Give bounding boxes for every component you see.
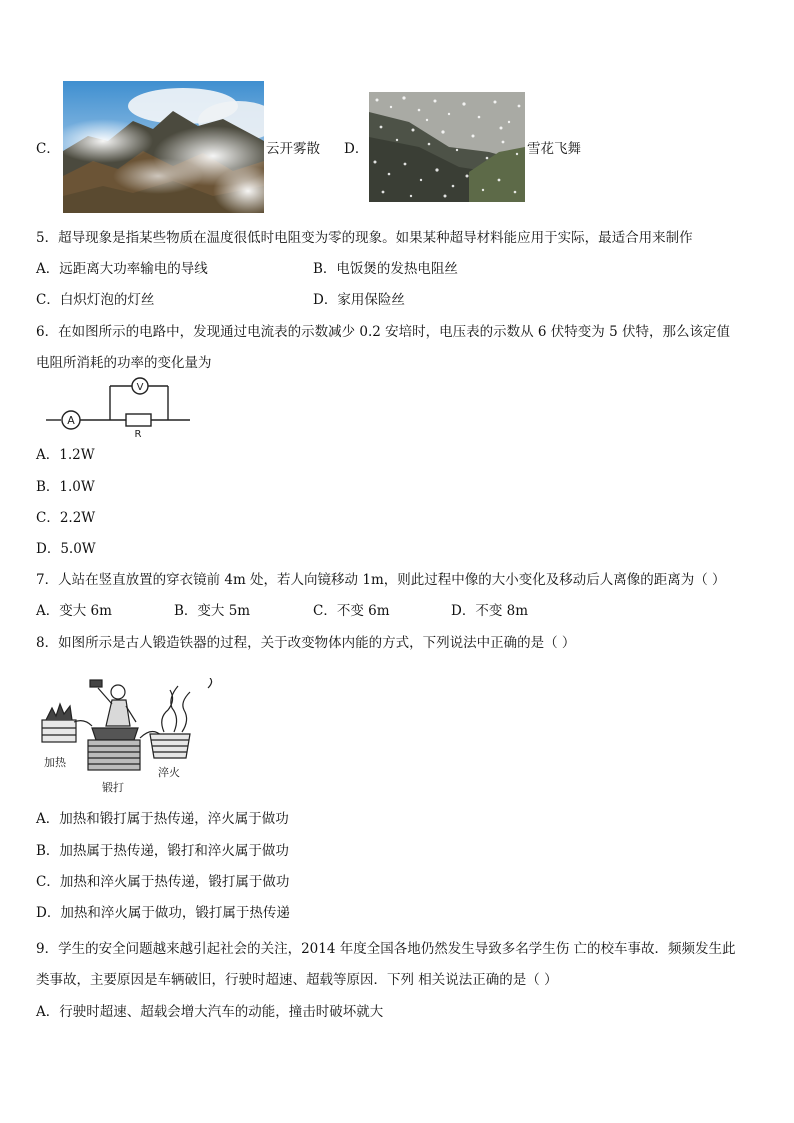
quench-label: 淬火 xyxy=(158,766,180,779)
q9-stem-line1: 9．学生的安全问题越来越引起社会的关注，2014 年度全国各地仍然发生导致多名学生伤 亡的校车事故．频频发生此 xyxy=(36,941,736,957)
voltmeter-label: V xyxy=(136,382,144,393)
q5-option-a: A．远距离大功率输电的导线 xyxy=(36,261,208,277)
q8-option-c: C．加热和淬火属于热传递，锻打属于做功 xyxy=(36,874,290,890)
option-c-label: C． xyxy=(36,141,60,157)
heat-label: 加热 xyxy=(44,756,66,769)
q9-stem-line2: 类事故，主要原因是车辆破旧，行驶时超速、超载等原因．下列 相关说法正确的是（ ） xyxy=(36,972,558,988)
option-d-label: D． xyxy=(344,141,369,157)
q7-option-a: A．变大 6m xyxy=(36,603,112,619)
q6-option-a: A．1.2W xyxy=(36,447,95,463)
forging-svg xyxy=(40,678,220,796)
q8-option-a: A．加热和锻打属于热传递，淬火属于做功 xyxy=(36,811,289,827)
circuit-diagram xyxy=(44,376,194,438)
forge-label: 锻打 xyxy=(102,781,124,794)
q6-option-d: D．5.0W xyxy=(36,541,96,557)
ammeter-label: A xyxy=(67,414,75,427)
q5-option-c: C．白炽灯泡的灯丝 xyxy=(36,292,155,308)
snow-image xyxy=(369,92,525,202)
q7-option-d: D．不变 8m xyxy=(451,603,529,619)
mountain-fog-image xyxy=(63,81,264,213)
q6-stem-line1: 6．在如图所示的电路中，发现通过电流表的示数减少 0.2 安培时，电压表的示数从 6 伏特变为 5 伏特，那么该定值 xyxy=(36,324,730,340)
q6-option-c: C．2.2W xyxy=(36,510,96,526)
q8-option-d: D．加热和淬火属于做功，锻打属于热传递 xyxy=(36,905,290,921)
q6-option-b: B．1.0W xyxy=(36,479,95,495)
option-c-caption: 云开雾散 xyxy=(266,141,320,157)
q7-option-c: C．不变 6m xyxy=(313,603,390,619)
q7-stem: 7．人站在竖直放置的穿衣镜前 4m 处，若人向镜移动 1m，则此过程中像的大小变化及移动后人离像的距离为（ ） xyxy=(36,572,726,588)
resistor-label: R xyxy=(134,429,142,438)
snow-photo xyxy=(369,92,525,202)
mountain-fog-photo xyxy=(63,81,264,213)
q9-option-a: A．行驶时超速、超载会增大汽车的动能，撞击时破坏就大 xyxy=(36,1004,384,1020)
circuit-svg xyxy=(44,376,194,438)
q5-stem: 5．超导现象是指某些物质在温度很低时电阻变为零的现象。如果某种超导材料能应用于实际，最适合用来制作 xyxy=(36,230,693,246)
q6-stem-line2: 电阻所消耗的功率的变化量为 xyxy=(36,355,212,371)
q7-option-b: B．变大 5m xyxy=(174,603,251,619)
forging-figure xyxy=(40,678,220,796)
option-d-caption: 雪花飞舞 xyxy=(527,141,581,157)
q8-stem: 8．如图所示是古人锻造铁器的过程，关于改变物体内能的方式，下列说法中正确的是（ ） xyxy=(36,635,576,651)
q5-option-d: D．家用保险丝 xyxy=(313,292,405,308)
q5-option-b: B．电饭煲的发热电阻丝 xyxy=(313,261,458,277)
q8-option-b: B．加热属于热传递，锻打和淬火属于做功 xyxy=(36,843,289,859)
